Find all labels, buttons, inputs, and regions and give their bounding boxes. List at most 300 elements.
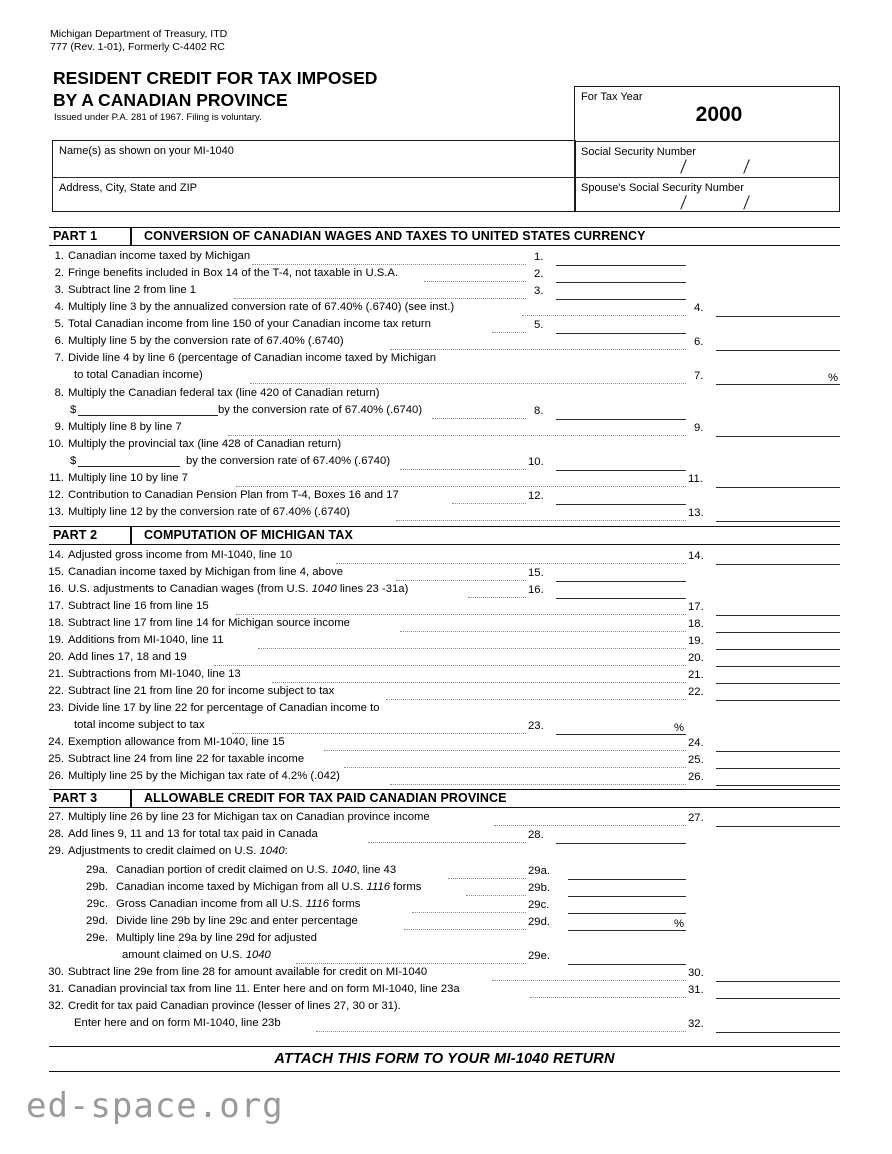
- name-label: Name(s) as shown on your MI-1040: [59, 145, 234, 157]
- line-18-text: Subtract line 17 from line 14 for Michigan source income: [68, 617, 350, 629]
- line-28-text: Add lines 9, 11 and 13 for total tax paid in Canada: [68, 828, 318, 840]
- line-8-dollar-input[interactable]: [78, 404, 218, 416]
- tax-year-cell: [575, 87, 839, 141]
- line-4-slot-label: 4.: [694, 302, 704, 314]
- line-8-leader: [432, 417, 526, 419]
- line-1-text: Canadian income taxed by Michigan: [68, 250, 251, 262]
- line-16-text: [68, 583, 408, 595]
- line-7-percent-sign: %: [827, 372, 838, 384]
- form-line-4: [0, 301, 892, 318]
- line-30-number: 30.: [48, 966, 64, 978]
- address-field[interactable]: [53, 177, 575, 213]
- line-32-leader: [316, 1030, 686, 1032]
- part-3-header: [49, 789, 840, 808]
- line-16-leader: [468, 596, 526, 598]
- line-24-number: 24.: [48, 736, 64, 748]
- line-20-text: Add lines 17, 18 and 19: [68, 651, 187, 663]
- line-2-leader: [424, 280, 526, 282]
- part-2-label: PART 2: [53, 528, 98, 542]
- line-29e-answer-slot[interactable]: [528, 950, 686, 965]
- line-14-number: 14.: [48, 549, 64, 561]
- line-1-slot-label: 1.: [534, 251, 544, 263]
- line-28-number: 28.: [48, 828, 64, 840]
- spouse-ssn-cell[interactable]: [575, 177, 839, 213]
- line-29e-slot-label: 29e.: [528, 950, 550, 962]
- line-29e-number: 29e.: [86, 932, 108, 944]
- line-21-number: 21.: [48, 668, 64, 680]
- line-31-text: Canadian provincial tax from line 11. Enter here and on form MI-1040, line 23a: [68, 983, 460, 995]
- line-3-number: 3.: [54, 284, 64, 296]
- line-31-slot-rule: [716, 998, 840, 999]
- line-4-leader: [522, 314, 686, 316]
- line-22-leader: [386, 698, 686, 700]
- line-24-text: Exemption allowance from MI-1040, line 15: [68, 736, 285, 748]
- line-31-leader: [530, 996, 686, 998]
- line-10-answer-slot[interactable]: [528, 456, 686, 471]
- line-3-answer-slot[interactable]: [534, 285, 686, 300]
- line-21-text: Subtractions from MI-1040, line 13: [68, 668, 241, 680]
- line-31-slot-label: 31.: [688, 984, 704, 996]
- line-21-leader: [272, 681, 686, 683]
- line-29e-text: Multiply line 29a by line 29d for adjusted: [116, 932, 317, 944]
- ssn-separator-slash-1: [680, 159, 687, 173]
- line-25-slot-label: 25.: [688, 754, 704, 766]
- line-29-text: [68, 845, 288, 857]
- line-12-slot-rule: [556, 504, 686, 505]
- part-1-label: PART 1: [53, 229, 98, 243]
- line-3-text: Subtract line 2 from line 1: [68, 284, 197, 296]
- line-10-slot-rule: [556, 470, 686, 471]
- line-11-slot-label: 11.: [688, 473, 703, 485]
- form-line-29d: [0, 915, 892, 932]
- line-27-number: 27.: [48, 811, 64, 823]
- form-line-29: [0, 845, 892, 862]
- line-25-slot-rule: [716, 768, 840, 769]
- form-line-15: [0, 566, 892, 583]
- line-14-leader: [336, 562, 686, 564]
- line-17-number: 17.: [48, 600, 64, 612]
- line-17-text: Subtract line 16 from line 15: [68, 600, 209, 612]
- form-line-22: [0, 685, 892, 702]
- line-1-number: 1.: [54, 250, 64, 262]
- page-title-line2: BY A CANADIAN PROVINCE: [53, 89, 288, 110]
- line-16-text-b: lines 23 -31a): [336, 583, 409, 595]
- line-8-slot-rule: [556, 419, 686, 420]
- line-29d-leader: [404, 928, 526, 930]
- line-6-slot-rule: [716, 350, 840, 351]
- line-29e-text2-a: amount claimed on U.S.: [122, 949, 246, 961]
- name-address-box: [52, 140, 576, 212]
- line-29d-number: 29d.: [86, 915, 108, 927]
- line-11-slot-rule: [716, 487, 840, 488]
- line-22-slot-label: 22.: [688, 686, 704, 698]
- line-29e-text-cont: [122, 949, 271, 961]
- line-10-number: 10.: [48, 438, 64, 450]
- line-29c-number: 29c.: [86, 898, 108, 910]
- line-4-slot-rule: [716, 316, 840, 317]
- ssn-cell[interactable]: [575, 141, 839, 177]
- line-31-number: 31.: [48, 983, 64, 995]
- line-12-text: Contribution to Canadian Pension Plan from T-4, Boxes 16 and 17: [68, 489, 399, 501]
- line-7-text: Divide line 4 by line 6 (percentage of Canadian income taxed by Michigan: [68, 352, 436, 364]
- line-29-text-a: Adjustments to credit claimed on U.S.: [68, 845, 260, 857]
- line-19-slot-rule: [716, 649, 840, 650]
- line-27-slot-label: 27.: [688, 812, 704, 824]
- line-10-dollar-input[interactable]: [78, 455, 180, 467]
- line-15-answer-slot[interactable]: [528, 567, 686, 582]
- line-12-answer-slot[interactable]: [528, 490, 686, 505]
- line-14-slot-rule: [716, 564, 840, 565]
- line-32-slot-label: 32.: [688, 1018, 704, 1030]
- line-29c-answer-slot[interactable]: [528, 899, 686, 914]
- line-22-text: Subtract line 21 from line 20 for income subject to tax: [68, 685, 335, 697]
- line-30-slot-rule: [716, 981, 840, 982]
- attach-notice-bar: [49, 1046, 840, 1072]
- part-1-title: CONVERSION OF CANADIAN WAGES AND TAXES TO UNITED STATES CURRENCY: [144, 229, 646, 243]
- line-22-answer-slot[interactable]: [688, 686, 840, 701]
- form-line-29a: [0, 864, 892, 881]
- line-1-leader: [252, 263, 526, 265]
- line-27-slot-rule: [716, 826, 840, 827]
- line-29a-text-b: , line 43: [356, 864, 397, 876]
- line-16-slot-label: 16.: [528, 584, 544, 596]
- issued-under-note: Issued under P.A. 281 of 1967. Filing is voluntary.: [54, 112, 262, 123]
- line-15-slot-label: 15.: [528, 567, 544, 579]
- address-label: Address, City, State and ZIP: [59, 182, 197, 194]
- line-7-slot-rule: [716, 384, 840, 385]
- line-29c-text-a: Gross Canadian income from all U.S.: [116, 898, 306, 910]
- line-5-slot-label: 5.: [534, 319, 544, 331]
- line-12-leader: [452, 502, 526, 504]
- line-29b-text-a: Canadian income taxed by Michigan from all U.S.: [116, 881, 367, 893]
- line-4-number: 4.: [54, 301, 64, 313]
- line-2-slot-label: 2.: [534, 268, 544, 280]
- line-11-leader: [236, 485, 686, 487]
- line-25-text: Subtract line 24 from line 22 for taxable income: [68, 753, 305, 765]
- form-line-10: [0, 438, 892, 455]
- form-line-32: [0, 1000, 892, 1017]
- line-1-slot-rule: [556, 265, 686, 266]
- part-1-header: [49, 227, 840, 246]
- form-line-21: [0, 668, 892, 685]
- line-7-answer-slot[interactable]: [694, 370, 840, 385]
- line-19-slot-label: 19.: [688, 635, 704, 647]
- line-8-text-cont: by the conversion rate of 67.40% (.6740): [218, 404, 423, 416]
- line-8-answer-slot[interactable]: [534, 405, 686, 420]
- line-1-answer-slot[interactable]: [534, 251, 686, 266]
- line-5-slot-rule: [556, 333, 686, 334]
- line-4-answer-slot[interactable]: [694, 302, 840, 317]
- line-27-answer-slot[interactable]: [688, 812, 840, 827]
- line-26-number: 26.: [48, 770, 64, 782]
- line-32-text: Credit for tax paid Canadian province (lesser of lines 27, 30 or 31).: [68, 1000, 401, 1012]
- form-line-24: [0, 736, 892, 753]
- line-28-slot-rule: [556, 843, 686, 844]
- line-28-leader: [368, 841, 526, 843]
- line-29b-slot-rule: [568, 896, 686, 897]
- line-29b-number: 29b.: [86, 881, 108, 893]
- line-6-leader: [390, 348, 686, 350]
- line-23-answer-slot[interactable]: [528, 720, 686, 735]
- part-2-divider: [130, 527, 132, 544]
- form-line-19: [0, 634, 892, 651]
- line-29b-text-b: forms: [390, 881, 422, 893]
- page-title: [53, 68, 377, 111]
- line-15-text: Canadian income taxed by Michigan from line 4, above: [68, 566, 344, 578]
- form-line-11: [0, 472, 892, 489]
- line-11-answer-slot[interactable]: [688, 473, 840, 488]
- line-20-slot-label: 20.: [688, 652, 704, 664]
- spouse-ssn-separator-slash-2: [743, 195, 750, 209]
- line-9-answer-slot[interactable]: [694, 422, 840, 437]
- line-5-leader: [492, 331, 526, 333]
- line-29c-text: [116, 898, 360, 910]
- line-29a-text: [116, 864, 396, 876]
- line-8-number: 8.: [54, 387, 64, 399]
- line-23-text-cont: total income subject to tax: [74, 719, 205, 731]
- line-29e-leader: [296, 962, 526, 964]
- line-18-slot-label: 18.: [688, 618, 704, 630]
- line-15-slot-rule: [556, 581, 686, 582]
- line-9-slot-rule: [716, 436, 840, 437]
- form-line-3: [0, 284, 892, 301]
- form-line-23-cont: [0, 719, 892, 736]
- line-8-text: Multiply the Canadian federal tax (line 420 of Canadian return): [68, 387, 380, 399]
- line-18-number: 18.: [48, 617, 64, 629]
- line-8-dollar-sign: $: [70, 404, 77, 416]
- part-2-title: COMPUTATION OF MICHIGAN TAX: [144, 528, 353, 542]
- form-line-2: [0, 267, 892, 284]
- line-12-number: 12.: [48, 489, 64, 501]
- line-7-leader: [250, 382, 686, 384]
- line-29d-text: Divide line 29b by line 29c and enter percentage: [116, 915, 358, 927]
- form-line-5: [0, 318, 892, 335]
- line-13-number: 13.: [48, 506, 64, 518]
- line-23-leader: [232, 732, 526, 734]
- form-line-6: [0, 335, 892, 352]
- line-14-answer-slot[interactable]: [688, 550, 840, 565]
- form-line-29e: [0, 932, 892, 949]
- form-line-13: [0, 506, 892, 523]
- form-line-1: [0, 250, 892, 267]
- line-8-slot-label: 8.: [534, 405, 544, 417]
- line-32-answer-slot[interactable]: [688, 1018, 840, 1033]
- line-3-leader: [234, 297, 526, 299]
- line-7-text-cont: to total Canadian income): [74, 369, 203, 381]
- identification-box: [574, 86, 840, 212]
- tax-year-label: For Tax Year: [581, 91, 643, 103]
- line-28-slot-label: 28.: [528, 829, 544, 841]
- part-3-label: PART 3: [53, 791, 98, 805]
- line-17-answer-slot[interactable]: [688, 601, 840, 616]
- line-25-leader: [344, 766, 686, 768]
- form-line-29b: [0, 881, 892, 898]
- line-19-answer-slot[interactable]: [688, 635, 840, 650]
- line-30-leader: [492, 979, 686, 981]
- line-3-slot-rule: [556, 299, 686, 300]
- line-22-slot-rule: [716, 700, 840, 701]
- line-32-slot-rule: [716, 1032, 840, 1033]
- form-line-12: [0, 489, 892, 506]
- line-6-number: 6.: [54, 335, 64, 347]
- line-17-slot-label: 17.: [688, 601, 704, 613]
- line-29c-text-b: forms: [329, 898, 361, 910]
- line-13-slot-rule: [716, 521, 840, 522]
- line-16-answer-slot[interactable]: [528, 584, 686, 599]
- line-29b-slot-label: 29b.: [528, 882, 550, 894]
- line-32-text-cont: Enter here and on form MI-1040, line 23b: [74, 1017, 281, 1029]
- form-line-8: [0, 387, 892, 404]
- line-24-slot-label: 24.: [688, 737, 704, 749]
- line-23-percent-sign: %: [673, 722, 684, 734]
- part-3-divider: [130, 790, 132, 807]
- line-7-number: 7.: [54, 352, 64, 364]
- line-27-text: Multiply line 26 by line 23 for Michigan tax on Canadian province income: [68, 811, 430, 823]
- form-line-23: [0, 702, 892, 719]
- line-14-slot-label: 14.: [688, 550, 704, 562]
- line-29-number: 29.: [48, 845, 64, 857]
- line-13-slot-label: 13.: [688, 507, 704, 519]
- line-26-answer-slot[interactable]: [688, 771, 840, 786]
- line-13-answer-slot[interactable]: [688, 507, 840, 522]
- form-line-32-cont: [0, 1017, 892, 1034]
- line-13-leader: [396, 519, 686, 521]
- line-15-leader: [396, 579, 526, 581]
- line-19-text: Additions from MI-1040, line 11: [68, 634, 224, 646]
- line-2-answer-slot[interactable]: [534, 268, 686, 283]
- form-line-30: [0, 966, 892, 983]
- form-line-16: [0, 583, 892, 600]
- line-21-slot-rule: [716, 683, 840, 684]
- line-29c-slot-rule: [568, 913, 686, 914]
- line-29d-answer-slot[interactable]: [528, 916, 686, 931]
- agency-masthead: [50, 28, 227, 54]
- form-line-9: [0, 421, 892, 438]
- line-29c-leader: [412, 911, 526, 913]
- line-29d-slot-rule: [568, 930, 686, 931]
- form-line-10-cont: [0, 455, 892, 472]
- line-9-slot-label: 9.: [694, 422, 704, 434]
- line-18-leader: [400, 630, 686, 632]
- line-10-text-cont: by the conversion rate of 67.40% (.6740): [186, 455, 391, 467]
- line-29-text-b: :: [284, 845, 288, 857]
- ssn-label: Social Security Number: [581, 146, 696, 158]
- line-29a-leader: [448, 877, 526, 879]
- form-line-17: [0, 600, 892, 617]
- line-30-answer-slot[interactable]: [688, 967, 840, 982]
- line-28-answer-slot[interactable]: [528, 829, 686, 844]
- line-20-leader: [214, 664, 686, 666]
- agency-name: Michigan Department of Treasury, ITD: [50, 28, 228, 40]
- form-line-18: [0, 617, 892, 634]
- form-line-8-cont: [0, 404, 892, 421]
- line-5-text: Total Canadian income from line 150 of your Canadian income tax return: [68, 318, 431, 330]
- line-13-text: Multiply line 12 by the conversion rate of 67.40% (.6740): [68, 506, 350, 518]
- line-2-number: 2.: [54, 267, 64, 279]
- tax-year-value: 2000: [695, 103, 743, 126]
- line-23-slot-rule: [556, 734, 686, 735]
- line-11-text: Multiply line 10 by line 7: [68, 472, 188, 484]
- line-17-leader: [236, 613, 686, 615]
- line-9-text: Multiply line 8 by line 7: [68, 421, 182, 433]
- line-29b-form-ref: 1116: [366, 881, 391, 893]
- line-16-form-ref: 1040: [311, 583, 337, 595]
- form-line-27: [0, 811, 892, 828]
- line-11-number: 11.: [49, 472, 64, 484]
- line-25-answer-slot[interactable]: [688, 754, 840, 769]
- form-line-29e-cont: [0, 949, 892, 966]
- line-15-number: 15.: [48, 566, 64, 578]
- line-17-slot-rule: [716, 615, 840, 616]
- line-20-answer-slot[interactable]: [688, 652, 840, 667]
- line-18-slot-rule: [716, 632, 840, 633]
- line-29d-percent-sign: %: [673, 918, 684, 930]
- line-26-slot-label: 26.: [688, 771, 704, 783]
- line-26-text: Multiply line 25 by the Michigan tax rate of 4.2% (.042): [68, 770, 340, 782]
- line-29-form-ref: 1040: [259, 845, 285, 857]
- attach-notice-text: ATTACH THIS FORM TO YOUR MI-1040 RETURN: [274, 1051, 615, 1067]
- line-29a-slot-rule: [568, 879, 686, 880]
- line-29a-number: 29a.: [86, 864, 108, 876]
- line-29b-text: [116, 881, 421, 893]
- spouse-ssn-label: Spouse's Social Security Number: [581, 182, 744, 194]
- line-24-slot-rule: [716, 751, 840, 752]
- line-26-leader: [390, 783, 686, 785]
- line-18-answer-slot[interactable]: [688, 618, 840, 633]
- name-field[interactable]: [53, 141, 575, 177]
- form-line-7-cont: [0, 369, 892, 386]
- part-1-divider: [130, 228, 132, 245]
- line-19-number: 19.: [48, 634, 64, 646]
- line-10-text: Multiply the provincial tax (line 428 of Canadian return): [68, 438, 342, 450]
- line-29a-answer-slot[interactable]: [528, 865, 686, 880]
- line-9-leader: [228, 434, 686, 436]
- part-3-title: ALLOWABLE CREDIT FOR TAX PAID CANADIAN PROVINCE: [144, 791, 507, 805]
- line-29c-slot-label: 29c.: [528, 899, 550, 911]
- line-27-leader: [494, 824, 686, 826]
- line-10-slot-label: 10.: [528, 456, 544, 468]
- line-5-answer-slot[interactable]: [534, 319, 686, 334]
- line-4-text: Multiply line 3 by the annualized conversion rate of 67.40% (.6740) (see inst.): [68, 301, 455, 313]
- line-30-text: Subtract line 29e from line 28 for amount available for credit on MI-1040: [68, 966, 428, 978]
- form-line-25: [0, 753, 892, 770]
- line-29b-answer-slot[interactable]: [528, 882, 686, 897]
- line-22-number: 22.: [48, 685, 64, 697]
- line-2-text: Fringe benefits included in Box 14 of the T-4, not taxable in U.S.A.: [68, 267, 399, 279]
- line-25-number: 25.: [48, 753, 64, 765]
- line-7-slot-label: 7.: [694, 370, 704, 382]
- form-line-28: [0, 828, 892, 845]
- line-21-answer-slot[interactable]: [688, 669, 840, 684]
- line-6-answer-slot[interactable]: [694, 336, 840, 351]
- line-3-slot-label: 3.: [534, 285, 544, 297]
- line-16-slot-rule: [556, 598, 686, 599]
- line-24-answer-slot[interactable]: [688, 737, 840, 752]
- line-31-answer-slot[interactable]: [688, 984, 840, 999]
- line-2-slot-rule: [556, 282, 686, 283]
- site-watermark: ed-space.org: [26, 1086, 284, 1126]
- line-23-number: 23.: [48, 702, 64, 714]
- form-line-29c: [0, 898, 892, 915]
- line-29c-form-ref: 1116: [305, 898, 330, 910]
- line-29e-form-ref: 1040: [245, 949, 271, 961]
- line-23-text: Divide line 17 by line 22 for percentage of Canadian income to: [68, 702, 380, 714]
- line-24-leader: [324, 749, 686, 751]
- line-32-number: 32.: [48, 1000, 64, 1012]
- form-line-14: [0, 549, 892, 566]
- line-6-text: Multiply line 5 by the conversion rate of 67.40% (.6740): [68, 335, 344, 347]
- line-30-slot-label: 30.: [688, 967, 704, 979]
